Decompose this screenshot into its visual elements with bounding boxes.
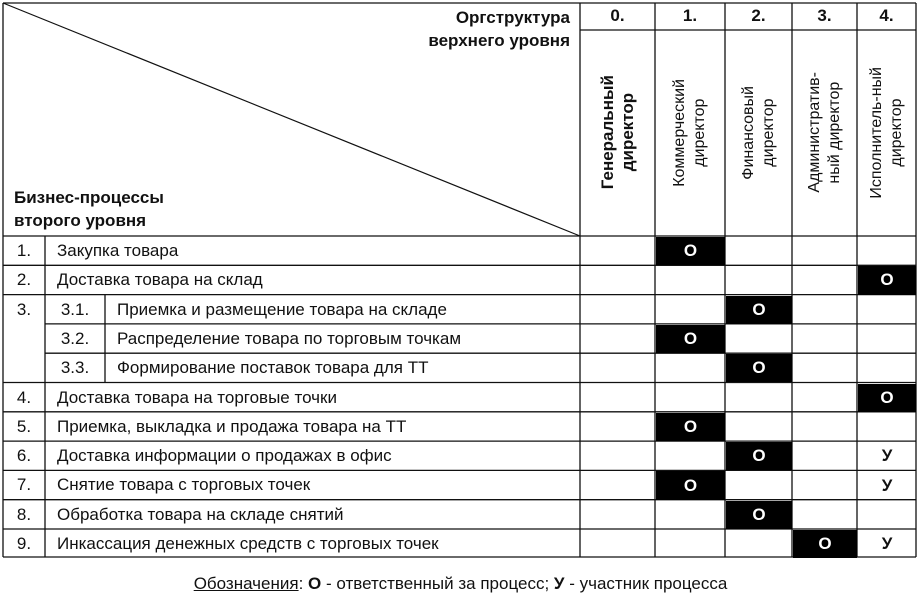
responsible-cell	[726, 442, 792, 470]
empty-cell	[793, 354, 857, 382]
column-title-text: Административ- ный директор	[805, 72, 843, 193]
row-number: 3.	[16, 299, 32, 319]
row-label: Обработка товара на складе снятий	[57, 504, 344, 524]
empty-cell	[656, 296, 725, 324]
responsible-cell	[656, 471, 725, 499]
row-label: Приемка и размещение товара на складе	[117, 299, 447, 319]
empty-cell	[793, 325, 857, 353]
empty-cell	[581, 442, 655, 470]
empty-cell	[726, 530, 792, 558]
legend-sep: :	[298, 574, 309, 593]
empty-cell	[581, 296, 655, 324]
org-structure-header: Оргструктура верхнего уровня	[428, 8, 570, 50]
empty-cell	[793, 413, 857, 441]
column-title-text: Финансовый директор	[739, 85, 777, 180]
responsible-cell	[858, 384, 916, 412]
participant-cell	[858, 442, 916, 470]
business-process-header: Бизнес-процессы второго уровня	[14, 188, 164, 230]
mark-letter: У	[881, 446, 893, 466]
empty-cell	[656, 384, 725, 412]
mark-letter: У	[881, 475, 893, 495]
row-number: 2.	[16, 270, 32, 290]
row-number: 4.	[16, 387, 32, 407]
empty-cell	[858, 354, 916, 382]
empty-cell	[581, 471, 655, 499]
column-title	[725, 30, 792, 235]
mark-letter: О	[818, 534, 832, 554]
empty-cell	[581, 384, 655, 412]
legend-o-text: - ответственный за процесс;	[321, 574, 554, 593]
row-label: Снятие товара с торговых точек	[57, 475, 311, 495]
responsible-cell	[656, 325, 725, 353]
empty-cell	[726, 384, 792, 412]
row-label: Доставка информации о продажах в офис	[57, 446, 392, 466]
legend-title: Обозначения	[193, 574, 299, 593]
empty-cell	[793, 296, 857, 324]
empty-cell	[581, 354, 655, 382]
row-subnumber: 3.3.	[60, 358, 90, 378]
responsible-cell	[793, 530, 857, 558]
mark-letter: О	[752, 504, 766, 524]
row-number: 8.	[16, 504, 32, 524]
row-subnumber: 3.1.	[60, 299, 90, 319]
empty-cell	[793, 266, 857, 294]
empty-cell	[793, 237, 857, 265]
participant-cell	[858, 530, 916, 558]
row-subnumber: 3.2.	[60, 328, 90, 348]
mark-letter: О	[752, 358, 766, 378]
empty-cell	[581, 413, 655, 441]
mark-letter: У	[881, 534, 893, 554]
legend	[0, 572, 921, 596]
column-number: 3.	[817, 6, 832, 25]
responsible-cell	[726, 296, 792, 324]
column-number: 0.	[610, 6, 625, 25]
row-label: Закупка товара	[57, 241, 179, 260]
mark-letter: О	[880, 270, 894, 290]
empty-cell	[726, 266, 792, 294]
responsible-cell	[726, 354, 792, 382]
row-label: Формирование поставок товара для ТТ	[117, 358, 429, 378]
column-title	[857, 30, 916, 235]
empty-cell	[726, 237, 792, 265]
responsible-cell	[858, 266, 916, 294]
empty-cell	[656, 442, 725, 470]
empty-cell	[726, 325, 792, 353]
mark-letter: О	[752, 299, 766, 319]
empty-cell	[793, 442, 857, 470]
row-label: Распределение товара по торговым точкам	[117, 328, 462, 348]
row-number: 7.	[16, 475, 32, 495]
row-label: Приемка, выкладка и продажа товара на ТТ	[57, 416, 407, 436]
empty-cell	[858, 501, 916, 529]
column-title-text: Коммерческий директор	[671, 78, 708, 187]
empty-cell	[793, 384, 857, 412]
column-title	[580, 30, 655, 235]
column-title	[792, 30, 857, 235]
empty-cell	[858, 237, 916, 265]
participant-cell	[858, 471, 916, 499]
column-number: 2.	[751, 6, 766, 25]
legend-u-letter: У	[553, 574, 565, 593]
column-title-text: Исполнитель-ный директор	[867, 66, 905, 199]
row-label: Инкассация денежных средств с торговых точек	[57, 534, 439, 553]
empty-cell	[793, 471, 857, 499]
legend-o-letter: О	[308, 574, 322, 593]
row-number: 5.	[16, 416, 32, 436]
empty-cell	[656, 501, 725, 529]
row-label: Доставка товара на склад	[57, 270, 263, 290]
column-title	[655, 30, 725, 235]
empty-cell	[726, 471, 792, 499]
empty-cell	[656, 354, 725, 382]
legend-u-text: - участник процесса	[564, 574, 728, 593]
empty-cell	[793, 501, 857, 529]
mark-letter: О	[752, 446, 766, 466]
row-number: 6.	[16, 446, 32, 466]
mark-letter: О	[683, 416, 698, 436]
mark-letter: О	[683, 241, 698, 261]
empty-cell	[581, 237, 655, 265]
mark-letter: О	[683, 329, 698, 349]
column-title-text: Генеральный директор	[597, 75, 637, 190]
row-label: Доставка товара на торговые точки	[57, 387, 337, 407]
row-number: 1.	[16, 241, 32, 260]
responsible-cell	[656, 413, 725, 441]
mark-letter: О	[880, 387, 894, 407]
empty-cell	[581, 266, 655, 294]
row-number: 9.	[16, 534, 32, 553]
responsible-cell	[656, 237, 725, 265]
empty-cell	[858, 413, 916, 441]
empty-cell	[858, 296, 916, 324]
empty-cell	[581, 325, 655, 353]
empty-cell	[581, 501, 655, 529]
column-number: 4.	[879, 6, 894, 25]
empty-cell	[581, 530, 655, 558]
column-number: 1.	[682, 6, 698, 25]
empty-cell	[726, 413, 792, 441]
responsible-cell	[726, 501, 792, 529]
empty-cell	[656, 530, 725, 558]
empty-cell	[858, 325, 916, 353]
empty-cell	[656, 266, 725, 294]
mark-letter: О	[683, 475, 698, 495]
